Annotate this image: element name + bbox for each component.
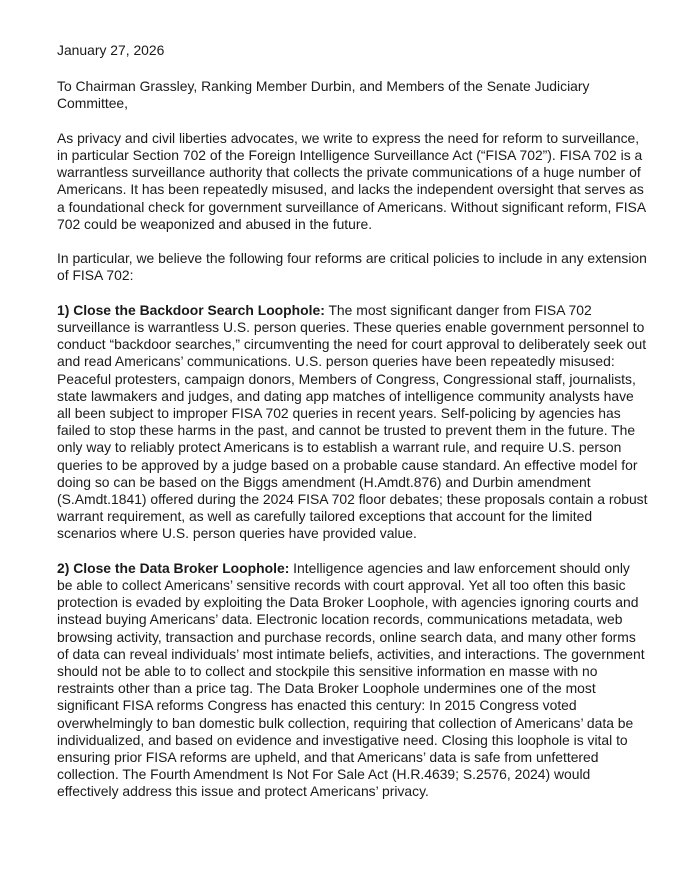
intro-line: 702 could be weaponized and abused in the future. bbox=[57, 215, 373, 232]
reform-1-first-line bbox=[57, 302, 646, 319]
reform-2-line: browsing activity, transaction and purchase records, online search data, and many other forms bbox=[57, 628, 636, 645]
reform-1-first-line-text: The most significant danger from FISA 702 bbox=[324, 301, 592, 318]
salutation bbox=[57, 78, 646, 112]
reform-2-line: effectively address this issue and protect Americans’ privacy. bbox=[57, 783, 429, 800]
reforms-intro-line: of FISA 702: bbox=[57, 267, 134, 284]
intro-line: a foundational check for government surveillance of Americans. Without significant reform, FISA bbox=[57, 198, 647, 215]
reform-1-line: and read Americans’ communications. U.S. person queries have been repeatedly misused: bbox=[57, 353, 615, 370]
reform-2-first-line bbox=[57, 560, 646, 577]
reform-2-line: should not be able to to collect and stockpile this sensitive information en masse with no bbox=[57, 663, 598, 680]
letter-date: January 27, 2026 bbox=[57, 42, 165, 58]
intro-line: Americans. It has been repeatedly misused, and lacks the independent oversight that serves as bbox=[57, 181, 644, 198]
reform-1-line: doing so can be based on the Biggs amendment (H.Amdt.876) and Durbin amendment bbox=[57, 473, 591, 490]
intro-paragraph bbox=[57, 130, 646, 233]
reforms-intro-line: In particular, we believe the following four reforms are critical policies to include in any extension bbox=[57, 250, 647, 267]
reform-1-line: conduct “backdoor searches,” circumventing the need for court approval to deliberately seek out bbox=[57, 336, 647, 353]
intro-line: in particular Section 702 of the Foreign Intelligence Surveillance Act (“FISA 702”). FISA 702 is a bbox=[57, 147, 643, 163]
reform-2-line: overwhelmingly to ban domestic bulk collection, requiring that collection of Americans’ data be bbox=[57, 714, 634, 731]
intro-line: As privacy and civil liberties advocates, we write to express the need for reform to surveillance, bbox=[57, 129, 640, 146]
reform-1-line: warrant requirement, as well as carefully tailored exceptions that account for the limited bbox=[57, 508, 593, 525]
reform-1-line: Peaceful protesters, campaign donors, Members of Congress, Congressional staff, journalists, bbox=[57, 370, 636, 387]
reform-2-paragraph bbox=[57, 560, 646, 801]
reform-1-line: (S.Amdt.1841) offered during the 2024 FISA 702 floor debates; these proposals contain a robust bbox=[57, 491, 648, 508]
reform-1-line: queries to be approved by a judge based on a probable cause standard. An effective model for bbox=[57, 456, 638, 473]
reform-1-line: state lawmakers and judges, and dating app matches of intelligence community analysts have bbox=[57, 387, 634, 404]
reforms-intro-paragraph bbox=[57, 250, 646, 284]
reform-2-line: significant FISA reforms Congress has enacted this century: In 2015 Congress voted bbox=[57, 697, 577, 714]
reform-1-line: only way to reliably protect Americans is to establish a warrant rule, and require U.S. person bbox=[57, 439, 622, 456]
reform-2-line: instead buying Americans’ data. Electronic location records, communications metadata, web bbox=[57, 611, 623, 628]
reform-1-paragraph bbox=[57, 302, 646, 543]
reform-2-line: ensuring prior FISA reforms are upheld, and that Americans’ data is safe from unfettered bbox=[57, 749, 599, 766]
reform-1-heading: 1) Close the Backdoor Search Loophole: bbox=[57, 301, 325, 318]
intro-line: warrantless surveillance authority that collects the private communications of a huge number of bbox=[57, 164, 641, 181]
reform-1-line: all been subject to improper FISA 702 queries in recent years. Self-policing by agencies has bbox=[57, 405, 621, 422]
reform-2-first-line-text: Intelligence agencies and law enforcement should only bbox=[289, 559, 630, 576]
reform-2-line: of data can reveal individuals’ most intimate beliefs, activities, and interactions. The government bbox=[57, 645, 645, 662]
reform-1-line: failed to stop these harms in the past, and cannot be trusted to prevent them in the future. The bbox=[57, 422, 636, 439]
reform-1-line: surveillance is warrantless U.S. person queries. These queries enable government personnel to bbox=[57, 319, 645, 335]
salutation-text: To Chairman Grassley, Ranking Member Durbin, and Members of the Senate Judiciary Committee, bbox=[57, 78, 590, 112]
reform-2-line: individualized, and based on evidence and investigative need. Closing this loophole is vital to bbox=[57, 731, 628, 748]
reform-2-line: collection. The Fourth Amendment Is Not For Sale Act (H.R.4639; S.2576, 2024) would bbox=[57, 766, 591, 783]
reform-2-heading: 2) Close the Data Broker Loophole: bbox=[57, 559, 290, 576]
reform-2-line: restraints other than a price tag. The Data Broker Loophole undermines one of the most bbox=[57, 680, 596, 697]
reform-2-line: protection is evaded by exploiting the Data Broker Loophole, with agencies ignoring courts and bbox=[57, 594, 639, 611]
reform-1-line: scenarios where U.S. person queries have provided value. bbox=[57, 525, 417, 542]
reform-2-line: be able to collect Americans’ sensitive records with court approval. Yet all too often this basic bbox=[57, 577, 626, 594]
